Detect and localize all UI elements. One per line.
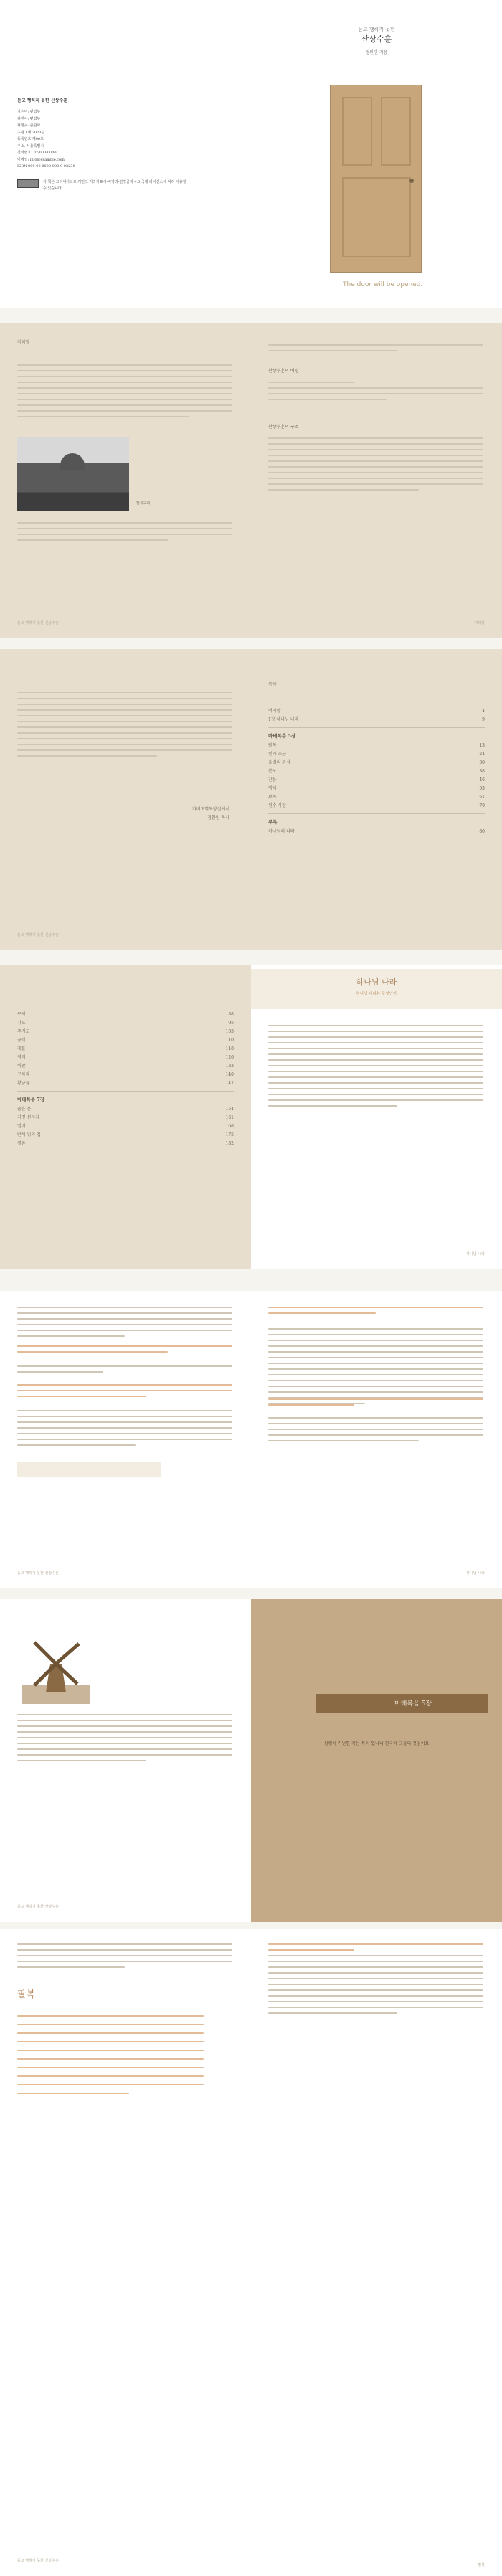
preface-right-page	[251, 323, 502, 638]
door-caption: The door will be opened.	[343, 281, 423, 288]
chapter-text-block	[268, 1025, 483, 1107]
toc-entry-title: 황금률	[17, 1081, 30, 1086]
signature-line-1: 가배교회목양실에서	[191, 807, 229, 812]
toc-entry-title: 결론	[17, 1141, 26, 1146]
copyright-page	[0, 0, 251, 308]
body-right-text-2	[268, 1417, 483, 1441]
toc-entry-page: 161	[225, 1115, 234, 1120]
cover-subtitle: 듣고 행하지 못한	[358, 27, 395, 32]
chapter-5-text	[17, 1714, 232, 1761]
signature-page	[0, 649, 251, 950]
toc-entry-title: 분노	[268, 769, 277, 774]
preface-heading-2: 산상수훈의 구조	[268, 425, 299, 430]
scripture-quote-4	[268, 1398, 483, 1406]
toc-entry[interactable]	[268, 828, 485, 836]
toc-entry-title: 좁은 문	[17, 1107, 32, 1112]
license-text: 이 책은 크리에이티브 커먼즈 저작자표시-비영리-변경금지 4.0 국제 라이선스에 따라 이용할 수 있습니다.	[43, 179, 186, 191]
toc-entry[interactable]	[268, 759, 485, 767]
toc-entry[interactable]	[17, 1122, 234, 1131]
copyright-line: 지은이: 편집부	[17, 110, 41, 114]
copyright-title: 듣고 행하지 못한 산상수훈	[17, 98, 68, 103]
spread-body-1	[0, 1291, 502, 1588]
toc-entry[interactable]	[268, 742, 485, 750]
beatitudes-list	[17, 2015, 204, 2094]
toc-entry[interactable]	[17, 1105, 234, 1114]
toc-entry-title: 머리말	[268, 709, 281, 714]
toc-entry[interactable]	[17, 1036, 234, 1045]
preface-heading-1: 산상수훈의 배경	[268, 369, 299, 374]
windmill-icon	[22, 1635, 90, 1704]
beatitudes-right-page	[251, 1929, 502, 2576]
toc-entry-page: 70	[479, 803, 485, 808]
toc-entry-page: 13	[479, 743, 485, 748]
chapter-5-left-page	[0, 1599, 251, 1922]
toc-entry[interactable]	[268, 793, 485, 802]
toc-entry[interactable]	[268, 750, 485, 759]
door-panel-top-right	[381, 97, 411, 166]
body-left-page	[0, 1291, 251, 1588]
spread-toc-1	[0, 649, 502, 950]
cover-page	[251, 0, 502, 308]
toc-entry-title: 재물	[17, 1046, 26, 1051]
copyright-line: 전화번호: 02-000-0000	[17, 151, 57, 155]
toc-entry[interactable]	[17, 1062, 234, 1071]
toc-list-3	[17, 1010, 234, 1088]
toc-entry-title: 구하라	[17, 1072, 30, 1077]
toc-entry-page: 126	[225, 1055, 234, 1060]
windmill-illustration	[22, 1635, 90, 1704]
toc-entry[interactable]	[17, 1131, 234, 1140]
toc-entry-page: 95	[228, 1021, 234, 1026]
scripture-quote-1	[17, 1345, 232, 1353]
toc-entry[interactable]	[17, 1019, 234, 1028]
chapter-subtitle: 하나님 나라는 무엇인가	[356, 992, 397, 996]
toc-entry-page: 168	[225, 1124, 234, 1129]
toc-list-4	[17, 1105, 234, 1148]
door-illustration	[330, 85, 422, 273]
toc-section-heading-3: 마태복음 7장	[17, 1097, 45, 1102]
toc-entry-page: 103	[225, 1029, 234, 1034]
toc-entry[interactable]	[17, 1079, 234, 1088]
preface-right-text-3	[268, 437, 483, 491]
toc-entry[interactable]	[17, 1053, 234, 1062]
copyright-line: 초판 1쇄 2023년	[17, 130, 45, 135]
toc-entry[interactable]	[268, 776, 485, 785]
toc-entry-page: 38	[479, 769, 485, 774]
toc-entry-page: 133	[225, 1064, 234, 1069]
section-title: 팔복	[17, 1989, 36, 2000]
copyright-line: 펴낸이: 편집부	[17, 116, 41, 121]
toc-entry-page: 9	[482, 717, 485, 722]
toc-entry[interactable]	[17, 1140, 234, 1148]
copyright-line: 등록번호 제00호	[17, 137, 44, 141]
toc-entry[interactable]	[17, 1071, 234, 1079]
toc-entry-page: 30	[479, 760, 485, 765]
toc-entry-title: 1장 하나님 나라	[268, 717, 299, 722]
toc-list-2	[268, 828, 485, 836]
toc-section-heading-2: 부록	[268, 819, 278, 825]
preface-text-block-2	[17, 522, 232, 541]
preface-tag: 머리말	[17, 340, 30, 345]
toc-divider	[17, 1091, 234, 1092]
toc-entry-title: 염려	[17, 1055, 26, 1060]
toc-entry-page: 147	[225, 1081, 234, 1086]
chapter-title: 하나님 나라	[356, 977, 397, 987]
toc-entry-page: 88	[228, 1012, 234, 1017]
toc-entry[interactable]	[17, 1045, 234, 1053]
chapter-5-right-page	[251, 1599, 502, 1922]
cc-badge	[17, 179, 234, 193]
toc-entry-page: 154	[225, 1107, 234, 1112]
church-photo	[17, 437, 129, 511]
spread-cover	[0, 0, 502, 308]
toc-list-1	[268, 742, 485, 810]
toc-entry[interactable]	[17, 1028, 234, 1036]
toc-entry-title: 반석 위의 집	[17, 1132, 41, 1137]
copyright-line: 이메일: info@example.com	[17, 157, 65, 162]
toc-entry-page: 53	[479, 786, 485, 791]
toc-entry-title: 비판	[17, 1064, 26, 1069]
toc-entry-page: 46	[479, 777, 485, 782]
toc-entry-page: 140	[225, 1072, 234, 1077]
left-running-head: 듣고 행하지 못한 산상수훈	[17, 1571, 59, 1576]
toc-entry-page: 4	[482, 709, 485, 714]
toc-entry-title: 팔복	[268, 743, 277, 748]
toc-entry[interactable]	[17, 1114, 234, 1122]
toc-entry-page: 24	[479, 752, 485, 757]
toc-entry[interactable]	[17, 1010, 234, 1019]
right-running-head: 머리말	[474, 621, 485, 625]
toc-entry-title: 구제	[17, 1012, 26, 1017]
cover-title: 산상수훈	[361, 34, 392, 44]
body-right-text	[268, 1328, 483, 1404]
left-running-head: 듣고 행하지 못한 산상수훈	[17, 621, 59, 625]
toc-entry-title: 맹세	[268, 786, 277, 791]
toc-entry-page: 118	[225, 1046, 234, 1051]
toc-top-list	[268, 707, 485, 724]
body-right-page	[251, 1291, 502, 1588]
toc-entry-title: 기도	[17, 1021, 26, 1026]
toc-entry-title: 간음	[268, 777, 277, 782]
toc-entry[interactable]	[268, 802, 485, 810]
copyright-line: ISBN 000-00-0000-000-0 03230	[17, 164, 75, 169]
copyright-lines	[17, 109, 234, 171]
toc-entry-page: 61	[479, 795, 485, 800]
preface-right-text-2	[268, 382, 483, 400]
toc-divider	[268, 813, 485, 814]
signature-text-block	[17, 692, 232, 757]
signature-line-2: 정완인 목사	[207, 815, 229, 820]
toc-entry-page: 182	[225, 1141, 234, 1146]
toc-entry-title: 보복	[268, 795, 277, 800]
toc-entry[interactable]	[268, 785, 485, 793]
chapter-5-quote: 심령이 가난한 자는 복이 있나니 천국이 그들의 것임이요	[323, 1741, 430, 1746]
right-running-head: 팔복	[478, 2563, 485, 2567]
toc-divider	[268, 727, 485, 728]
toc-entry-title: 거짓 선지자	[17, 1115, 39, 1120]
toc-entry-title: 빛과 소금	[268, 752, 287, 757]
chapter-open-page	[251, 965, 502, 1269]
toc-page-1	[251, 649, 502, 950]
door-panel-bottom	[342, 177, 411, 257]
spread-toc-2	[0, 965, 502, 1269]
cover-author: 정완인 지음	[365, 50, 388, 55]
right-running-head: 하나님 나라	[466, 1571, 485, 1576]
preface-left-page	[0, 323, 251, 638]
church-dome-icon	[60, 453, 85, 470]
beatitudes-left-page	[0, 1929, 251, 2576]
note-box	[17, 1462, 161, 1477]
toc-entry-title: 열매	[17, 1124, 26, 1129]
body-left-text	[17, 1307, 232, 1337]
toc-entry-page: 175	[225, 1132, 234, 1137]
spread-preface	[0, 323, 502, 638]
copyright-line: 펴낸곳: 출판사	[17, 123, 41, 128]
body-left-text-2	[17, 1365, 232, 1373]
beatitudes-right-text	[268, 1943, 483, 2014]
spread-chapter-5	[0, 1599, 502, 1922]
left-running-head: 듣고 행하지 못한 산상수훈	[17, 2559, 59, 2563]
beatitudes-intro-text	[17, 1943, 232, 1968]
scripture-quote-2	[17, 1384, 232, 1397]
toc-entry-title: 원수 사랑	[268, 803, 287, 808]
photo-caption: 팔복교회	[136, 501, 151, 506]
preface-text-block	[17, 364, 232, 417]
toc-page-2	[0, 965, 251, 1269]
toc-label: 목차	[268, 682, 277, 687]
cc-license-icon	[17, 179, 39, 188]
right-running-head: 하나님 나라	[466, 1252, 485, 1256]
toc-entry-title: 금식	[17, 1038, 26, 1043]
toc-entry-title: 율법의 완성	[268, 760, 290, 765]
door-knob-icon	[409, 179, 414, 183]
toc-entry[interactable]	[268, 716, 485, 724]
spread-beatitudes	[0, 1929, 502, 2576]
toc-entry-title: 주기도	[17, 1029, 30, 1034]
toc-entry-title: 하나님의 나라	[268, 829, 295, 834]
copyright-line: 주소: 서울특별시	[17, 143, 44, 148]
toc-section-heading: 마태복음 5장	[268, 733, 296, 739]
scripture-quote-3	[268, 1307, 483, 1314]
preface-right-text	[268, 344, 483, 351]
chapter-title-band	[251, 969, 502, 1009]
body-left-text-3	[17, 1410, 232, 1446]
chapter-5-label: 마태복음 5장	[394, 1700, 432, 1708]
left-running-head: 듣고 행하지 못한 산상수훈	[17, 1905, 59, 1909]
door-panel-top-left	[342, 97, 372, 166]
toc-entry-page: 80	[479, 829, 485, 834]
toc-entry[interactable]	[268, 767, 485, 776]
toc-entry[interactable]	[268, 707, 485, 716]
toc-entry-page: 110	[225, 1038, 234, 1043]
left-running-head: 듣고 행하지 못한 산상수훈	[17, 933, 59, 937]
